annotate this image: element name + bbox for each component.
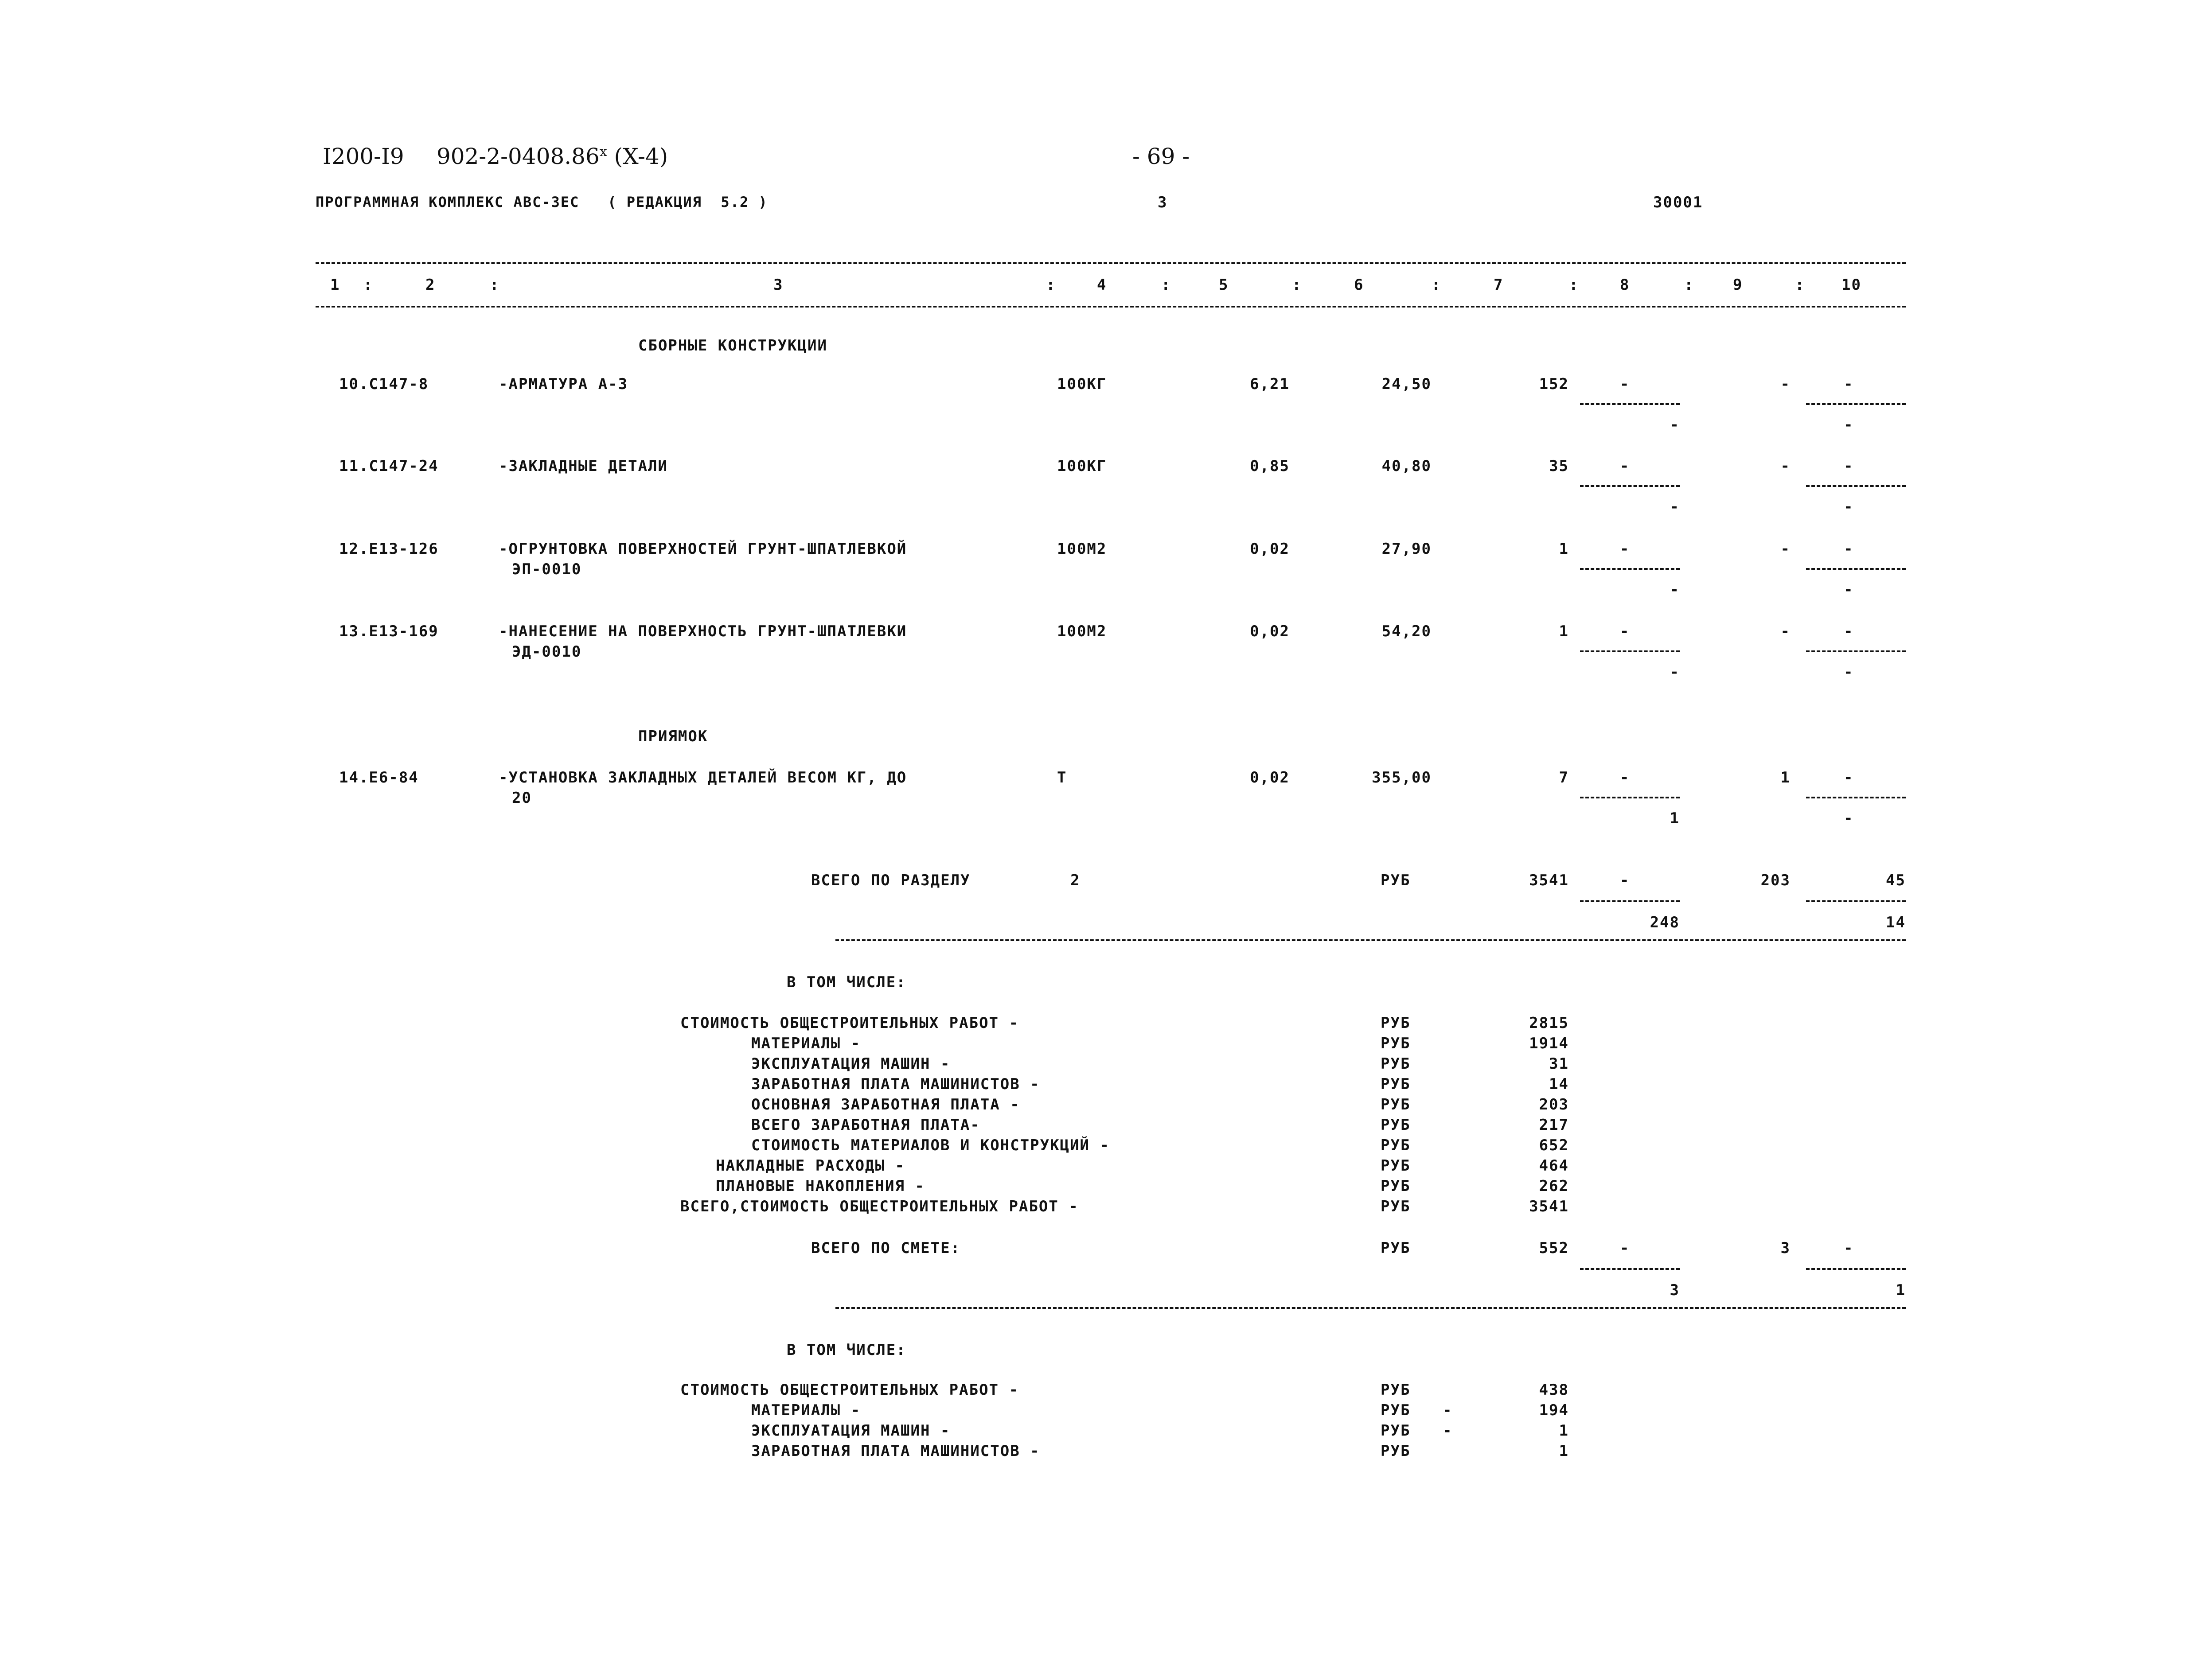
breakdown-unit: РУБ: [1381, 1177, 1411, 1195]
breakdown-label: МАТЕРИАЛЫ -: [751, 1401, 861, 1419]
section-total-col8-bottom: 248: [1650, 914, 1680, 931]
breakdown-unit: РУБ: [1381, 1055, 1411, 1073]
row-col8-bottom: -: [1670, 416, 1680, 434]
program-code: 30001: [1653, 194, 1703, 211]
estimate-total-col10: -: [1844, 1239, 1854, 1257]
section-total-col8-rule: [1580, 900, 1680, 902]
breakdown-unit: РУБ: [1381, 1381, 1411, 1399]
breakdown-value: 3541: [1529, 1198, 1569, 1215]
breakdown-unit: РУБ: [1381, 1442, 1411, 1460]
breakdown-unit: РУБ: [1381, 1136, 1411, 1154]
row-total: 7: [1559, 769, 1569, 786]
project-variant: (X-4): [614, 144, 668, 169]
column-number: 5: [1219, 276, 1229, 294]
row-col8-top: -: [1620, 457, 1630, 475]
breakdown-value: 1914: [1529, 1035, 1569, 1052]
project-code: [437, 145, 668, 167]
row-name-continued: ЭД-0010: [512, 643, 582, 661]
column-number: 7: [1494, 276, 1504, 294]
row-col10-bottom: -: [1844, 581, 1854, 599]
column-number: 3: [773, 276, 784, 294]
breakdown-value: 1: [1559, 1422, 1569, 1440]
row-col10-top: -: [1844, 623, 1854, 640]
estimate-total-col10-rule: [1806, 1268, 1906, 1270]
row-col10-bottom: -: [1844, 416, 1854, 434]
column-number: 9: [1733, 276, 1743, 294]
estimate-total-col8: -: [1620, 1239, 1630, 1257]
row-col8-rule: [1580, 797, 1680, 798]
estimate-total-col8-bottom: 3: [1670, 1281, 1680, 1299]
breakdown-value: 438: [1539, 1381, 1569, 1399]
row-total: 35: [1549, 457, 1569, 475]
row-col10-top: -: [1844, 457, 1854, 475]
row-code: 13.Е13-169: [339, 623, 439, 640]
row-col8-rule: [1580, 568, 1680, 570]
row-name: -АРМАТУРА А-3: [499, 375, 628, 393]
row-col8-top: -: [1620, 540, 1630, 558]
breakdown-value: 217: [1539, 1116, 1569, 1134]
project-superscript: x: [599, 144, 607, 160]
estimate-total-col8-rule: [1580, 1268, 1680, 1270]
column-separator: :: [1684, 276, 1694, 294]
breakdown-value: 464: [1539, 1157, 1569, 1175]
breakdown-unit: РУБ: [1381, 1075, 1411, 1093]
row-name: -ЗАКЛАДНЫЕ ДЕТАЛИ: [499, 457, 668, 475]
section-total-col9: 203: [1760, 872, 1791, 889]
column-separator: :: [363, 276, 374, 294]
breakdown-label: ЭКСПЛУАТАЦИЯ МАШИН -: [751, 1422, 951, 1440]
column-number: 8: [1620, 276, 1630, 294]
row-total: 1: [1559, 623, 1569, 640]
breakdown-value: 652: [1539, 1136, 1569, 1154]
row-unit: Т: [1057, 769, 1067, 786]
breakdown-unit: РУБ: [1381, 1096, 1411, 1113]
row-col8-top: -: [1620, 623, 1630, 640]
breakdown-unit: РУБ: [1381, 1157, 1411, 1175]
row-unit-price: 355,00: [1372, 769, 1432, 786]
section-title-precast: СБОРНЫЕ КОНСТРУКЦИИ: [638, 337, 827, 354]
row-col8-bottom: -: [1670, 663, 1680, 681]
row-quantity: 0,02: [1250, 769, 1290, 786]
section-total-label: ВСЕГО ПО РАЗДЕЛУ: [811, 872, 971, 889]
program-sheet: 3: [1158, 194, 1168, 211]
doc-code: I200-I9: [323, 144, 404, 169]
row-quantity: 0,02: [1250, 540, 1290, 558]
row-unit-price: 27,90: [1381, 540, 1432, 558]
row-total: 1: [1559, 540, 1569, 558]
breakdown-label: ВСЕГО ЗАРАБОТНАЯ ПЛАТА-: [751, 1116, 980, 1134]
section-total-col10-bottom: 14: [1886, 914, 1906, 931]
including-label-1: В ТОМ ЧИСЛЕ:: [787, 973, 906, 991]
estimate-total-unit: РУБ: [1381, 1239, 1411, 1257]
row-code: 12.Е13-126: [339, 540, 439, 558]
row-col10-top: -: [1844, 375, 1854, 393]
breakdown-label: ВСЕГО,СТОИМОСТЬ ОБЩЕСТРОИТЕЛЬНЫХ РАБОТ -: [680, 1198, 1079, 1215]
row-name-continued: ЭП-0010: [512, 560, 582, 578]
row-unit: 100КГ: [1057, 375, 1107, 393]
row-col10-bottom: -: [1844, 498, 1854, 516]
row-col10-bottom: -: [1844, 810, 1854, 827]
section-total-unit: РУБ: [1381, 872, 1411, 889]
row-col10-rule: [1806, 568, 1906, 570]
row-unit-price: 24,50: [1381, 375, 1432, 393]
row-name: -НАНЕСЕНИЕ НА ПОВЕРХНОСТЬ ГРУНТ-ШПАТЛЕВКИ: [499, 623, 907, 640]
row-col8-rule: [1580, 650, 1680, 652]
breakdown-unit: РУБ: [1381, 1116, 1411, 1134]
row-code: 11.С147-24: [339, 457, 439, 475]
section-total-col8: -: [1620, 872, 1630, 889]
column-number: 6: [1354, 276, 1364, 294]
row-unit-price: 54,20: [1381, 623, 1432, 640]
breakdown-value: 262: [1539, 1177, 1569, 1195]
estimate-total-label: ВСЕГО ПО СМЕТЕ:: [811, 1239, 961, 1257]
column-number: 2: [425, 276, 436, 294]
breakdown-value: 2815: [1529, 1014, 1569, 1032]
row-col8-bottom: -: [1670, 581, 1680, 599]
breakdown-value: 1: [1559, 1442, 1569, 1460]
column-separator: :: [490, 276, 500, 294]
row-col9: -: [1780, 375, 1791, 393]
breakdown-label: СТОИМОСТЬ МАТЕРИАЛОВ И КОНСТРУКЦИЙ -: [751, 1136, 1110, 1154]
breakdown-value: 203: [1539, 1096, 1569, 1113]
project-number: 902-2-0408.86: [437, 144, 600, 169]
column-separator: :: [1795, 276, 1805, 294]
program-title: ПРОГРАММНАЯ КОМПЛЕКС АВС-ЗЕС ( РЕДАКЦИЯ 5.2 ): [316, 194, 768, 210]
row-col8-bottom: 1: [1670, 810, 1680, 827]
row-name-continued: 20: [512, 789, 532, 807]
row-col8-top: -: [1620, 375, 1630, 393]
breakdown-label: МАТЕРИАЛЫ -: [751, 1035, 861, 1052]
row-unit: 100М2: [1057, 540, 1107, 558]
column-separator: :: [1432, 276, 1442, 294]
row-col8-rule: [1580, 403, 1680, 405]
row-quantity: 0,85: [1250, 457, 1290, 475]
row-col8-bottom: -: [1670, 498, 1680, 516]
breakdown-dash: -: [1443, 1422, 1453, 1440]
breakdown-dash: -: [1443, 1401, 1453, 1419]
section-total-rule: [835, 939, 1906, 941]
estimate-total-rule: [835, 1307, 1906, 1309]
breakdown-label: ЗАРАБОТНАЯ ПЛАТА МАШИНИСТОВ -: [751, 1442, 1040, 1460]
breakdown-value: 31: [1549, 1055, 1569, 1073]
column-number: 1: [330, 276, 340, 294]
section-total-col10-rule: [1806, 900, 1906, 902]
breakdown-value: 14: [1549, 1075, 1569, 1093]
section-total-sum: 3541: [1529, 872, 1569, 889]
row-quantity: 6,21: [1250, 375, 1290, 393]
column-number: 10: [1841, 276, 1861, 294]
breakdown-label: ЭКСПЛУАТАЦИЯ МАШИН -: [751, 1055, 951, 1073]
section-title-pit: ПРИЯМОК: [638, 728, 708, 745]
breakdown-label: ОСНОВНАЯ ЗАРАБОТНАЯ ПЛАТА -: [751, 1096, 1020, 1113]
breakdown-unit: РУБ: [1381, 1422, 1411, 1440]
row-name: -ОГРУНТОВКА ПОВЕРХНОСТЕЙ ГРУНТ-ШПАТЛЕВКОЙ: [499, 540, 907, 558]
section-total-number: 2: [1070, 872, 1081, 889]
estimate-total-col10-bottom: 1: [1896, 1281, 1906, 1299]
breakdown-label: СТОИМОСТЬ ОБЩЕСТРОИТЕЛЬНЫХ РАБОТ -: [680, 1381, 1019, 1399]
breakdown-unit: РУБ: [1381, 1014, 1411, 1032]
column-separator: :: [1292, 276, 1302, 294]
row-col9: 1: [1780, 769, 1791, 786]
breakdown-label: ЗАРАБОТНАЯ ПЛАТА МАШИНИСТОВ -: [751, 1075, 1040, 1093]
row-quantity: 0,02: [1250, 623, 1290, 640]
column-separator: :: [1569, 276, 1579, 294]
breakdown-label: НАКЛАДНЫЕ РАСХОДЫ -: [716, 1157, 905, 1175]
row-col8-rule: [1580, 485, 1680, 487]
column-separator: :: [1046, 276, 1056, 294]
including-label-2: В ТОМ ЧИСЛЕ:: [787, 1341, 906, 1359]
row-col10-top: -: [1844, 769, 1854, 786]
section-total-col10: 45: [1886, 872, 1906, 889]
row-col10-top: -: [1844, 540, 1854, 558]
breakdown-label: СТОИМОСТЬ ОБЩЕСТРОИТЕЛЬНЫХ РАБОТ -: [680, 1014, 1019, 1032]
row-col10-rule: [1806, 797, 1906, 798]
column-number: 4: [1097, 276, 1107, 294]
row-unit: 100КГ: [1057, 457, 1107, 475]
row-unit-price: 40,80: [1381, 457, 1432, 475]
row-unit: 100М2: [1057, 623, 1107, 640]
header-rule-bottom: [316, 306, 1906, 307]
breakdown-unit: РУБ: [1381, 1035, 1411, 1052]
column-separator: :: [1161, 276, 1171, 294]
row-col9: -: [1780, 457, 1791, 475]
row-code: 14.Е6-84: [339, 769, 419, 786]
row-col9: -: [1780, 540, 1791, 558]
row-col9: -: [1780, 623, 1791, 640]
row-col10-rule: [1806, 403, 1906, 405]
estimate-total-col9: 3: [1780, 1239, 1791, 1257]
breakdown-unit: РУБ: [1381, 1198, 1411, 1215]
row-total: 152: [1539, 375, 1569, 393]
row-col10-rule: [1806, 485, 1906, 487]
row-col8-top: -: [1620, 769, 1630, 786]
breakdown-label: ПЛАНОВЫЕ НАКОПЛЕНИЯ -: [716, 1177, 925, 1195]
breakdown-value: 194: [1539, 1401, 1569, 1419]
row-name: -УСТАНОВКА ЗАКЛАДНЫХ ДЕТАЛЕЙ ВЕСОМ КГ, ДО: [499, 769, 907, 786]
row-col10-bottom: -: [1844, 663, 1854, 681]
breakdown-unit: РУБ: [1381, 1401, 1411, 1419]
row-code: 10.С147-8: [339, 375, 429, 393]
row-col10-rule: [1806, 650, 1906, 652]
page-number: - 69 -: [1132, 144, 1190, 169]
estimate-total-sum: 552: [1539, 1239, 1569, 1257]
header-rule-top: [316, 262, 1906, 264]
